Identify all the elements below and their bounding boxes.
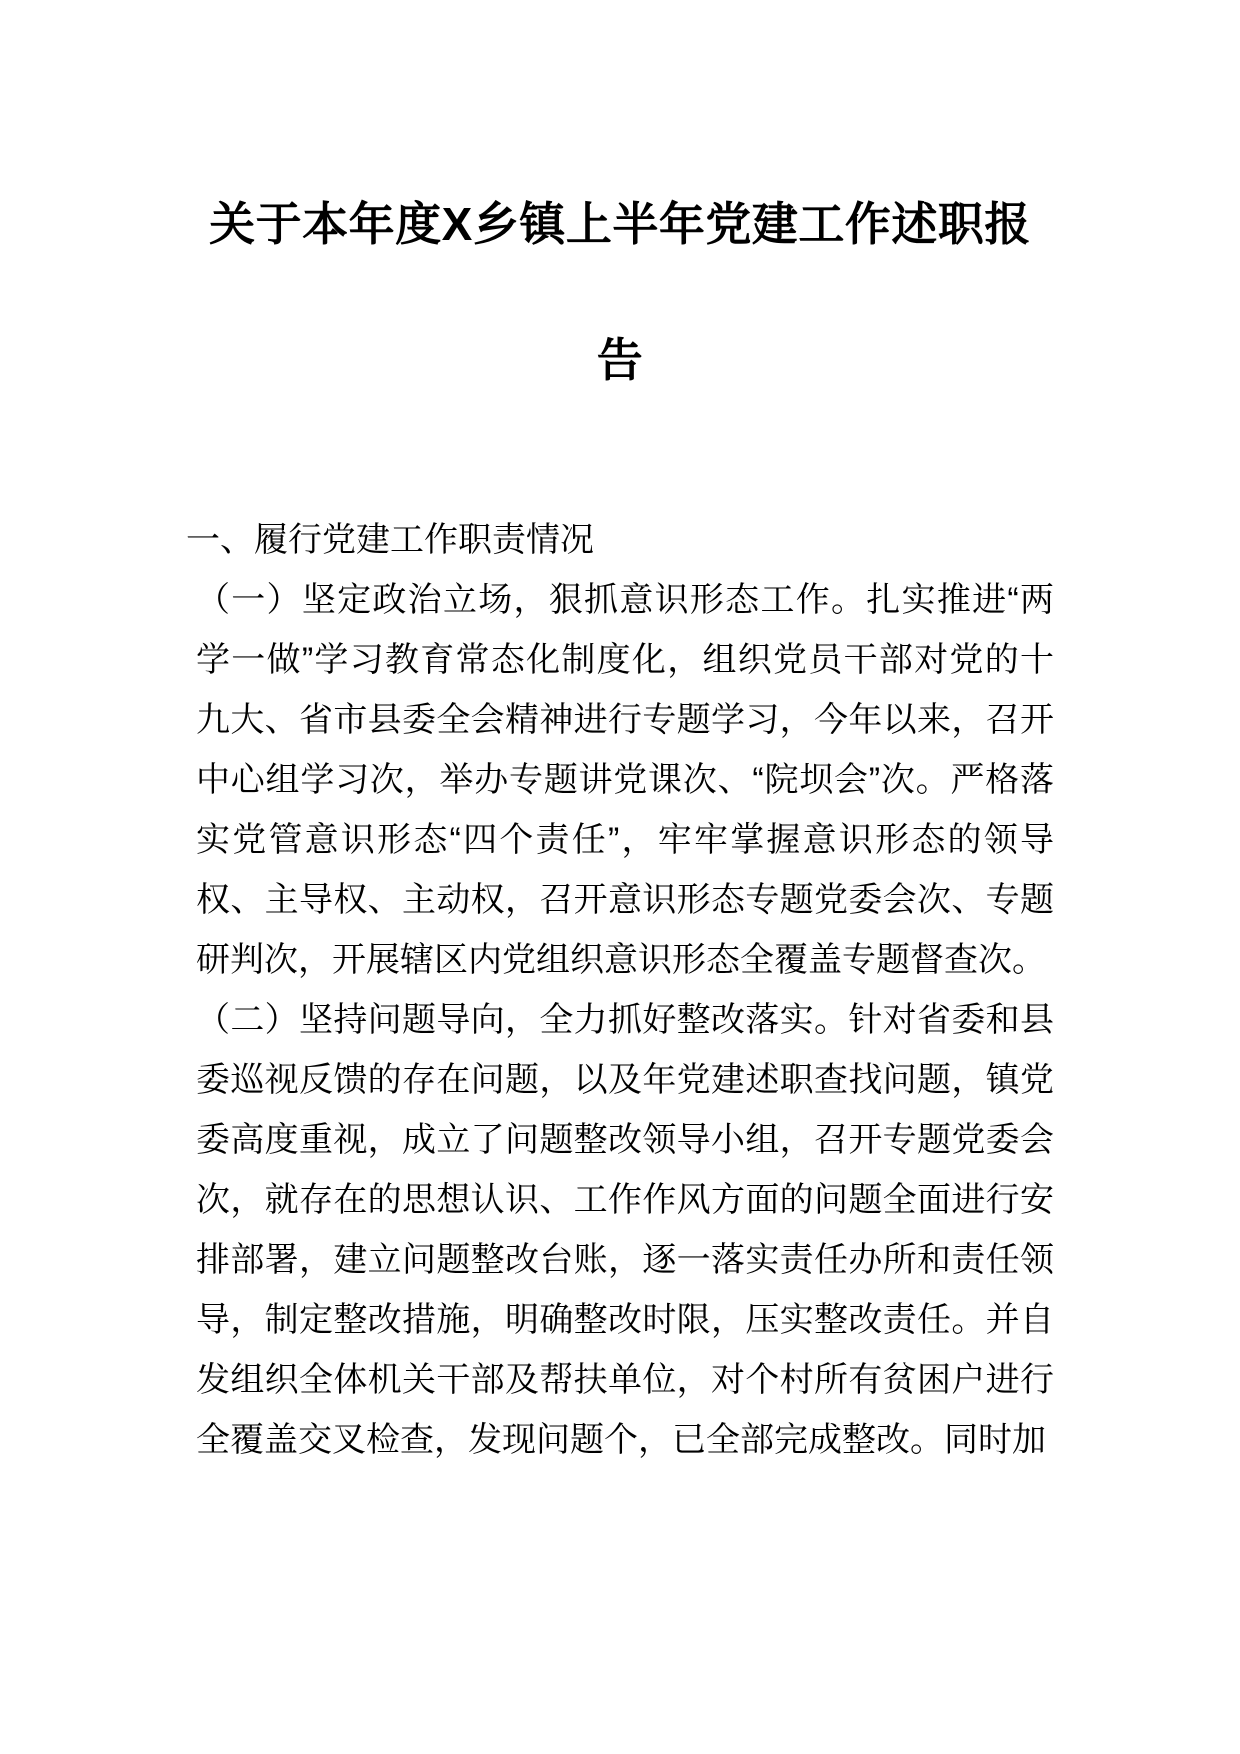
paragraph-1: （一）坚定政治立场，狠抓意识形态工作。扎实推进“两学一做”学习教育常态化制度化，组织党员干部对党的十九大、省市县委全会精神进行专题学习，今年以来，召开中心组学习次，举办专题讲党课次、“院坝会”次。严格落实党管意识形态“四个责任”，牢牢掌握意识形态的领导权、主导权、主动权，召开意识形态专题党委会次、专题研判次，开展辖区内党组织意识形态全覆盖专题督查次。	[196, 581, 1054, 979]
page-title: 关于本年度X乡镇上半年党建工作述职报告	[209, 198, 1031, 386]
section-heading-1: 一、履行党建工作职责情况	[186, 521, 594, 559]
paragraph-2: （二）坚持问题导向，全力抓好整改落实。针对省委和县委巡视反馈的存在问题，以及年党建述职查找问题，镇党委高度重视，成立了问题整改领导小组，召开专题党委会次，就存在的思想认识、工作作风方面的问题全面进行安排部署，建立问题整改台账，逐一落实责任办所和责任领导，制定整改措施，明确整改时限，压实整改责任。并自发组织全体机关干部及帮扶单位，对个村所有贫困户进行全覆盖交叉检查，发现问题个，已全部完成整改。同时加	[196, 1001, 1054, 1459]
document-body	[186, 510, 1054, 1470]
document-content	[186, 0, 1054, 1470]
